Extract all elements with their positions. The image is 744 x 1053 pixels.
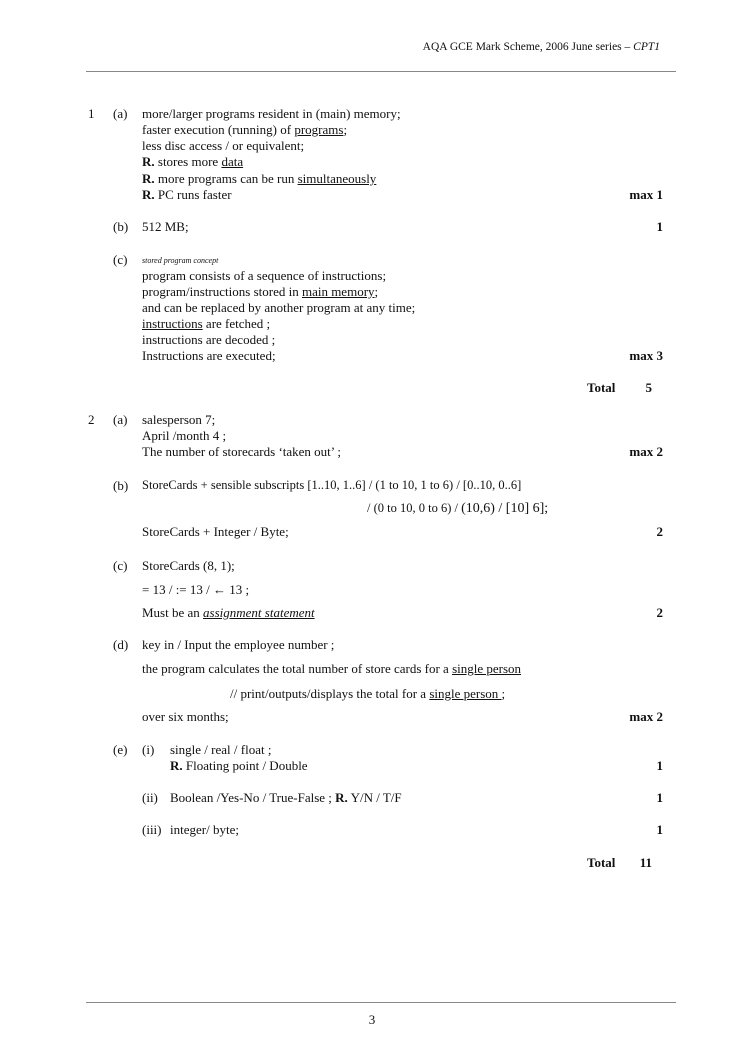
q2e-i-l2-text: Floating point / Double <box>182 758 308 773</box>
q2d-l3-pre: // print/outputs/displays the total for a <box>230 686 430 701</box>
footer-rule <box>86 1002 676 1003</box>
q1c-l2-underlined: main memory <box>301 284 375 299</box>
q2e-iii-text: integer/ byte; <box>170 822 239 837</box>
q2e-i-mark: 1 <box>656 758 663 773</box>
q1a-label: (a) <box>113 106 128 121</box>
q2-total-value: 11 <box>639 855 652 870</box>
q2d-l3-post: ; <box>501 686 506 701</box>
q2e-ii-mark: 1 <box>656 790 663 805</box>
question-2-number: 2 <box>88 412 95 427</box>
q2d-label: (d) <box>113 637 129 652</box>
q1a-line-6 <box>142 187 232 203</box>
q2c-line-3 <box>142 605 315 621</box>
q2c-label: (c) <box>113 558 128 573</box>
q2e-i-reject: R. <box>170 758 183 773</box>
q2e-ii-text <box>170 790 402 806</box>
q2c-mark: 2 <box>656 605 663 620</box>
q1c-mark: max 3 <box>629 348 663 363</box>
q1c-l4-underlined: instructions <box>142 316 203 331</box>
q2a-line-2: April /month 4 ; <box>142 428 227 443</box>
q1c-line-5: instructions are decoded ; <box>142 332 276 347</box>
q2d-l2-pre: the program calculates the total number of store cards for a <box>142 661 453 676</box>
q2b-l2-big: (10,6) / [10] 6]; <box>461 501 549 516</box>
q1b-label: (b) <box>113 219 129 234</box>
q1a-l4-pre: stores more <box>154 154 222 169</box>
q1a-line-2 <box>142 122 347 138</box>
q1c-line-4 <box>142 316 270 332</box>
q1a-l6-text: PC runs faster <box>154 187 232 202</box>
q2b-l2-pre: / (0 to 10, 0 to 6) / <box>367 501 462 515</box>
question-1-number: 1 <box>88 106 95 121</box>
q2e-i-line-1: single / real / float ; <box>170 742 272 757</box>
q1a-l5-pre: more programs can be run <box>154 171 298 186</box>
q1c-l2-post: ; <box>374 284 379 299</box>
q2e-ii-post: Y/N / T/F <box>347 790 402 805</box>
q2d-line-3 <box>230 686 505 702</box>
q2c-line-2: = 13 / := 13 / ← 13 ; <box>142 582 250 597</box>
q2a-mark: max 2 <box>629 444 663 459</box>
page-number: 3 <box>368 1012 376 1027</box>
q1a-line-4 <box>142 154 243 170</box>
q1a-l4-reject: R. <box>142 154 155 169</box>
q1b-mark: 1 <box>656 219 663 234</box>
q1c-line-6: Instructions are executed; <box>142 348 276 363</box>
q2b-mark: 2 <box>656 524 663 539</box>
q2a-line-1: salesperson 7; <box>142 412 216 427</box>
q1c-line-3: and can be replaced by another program at any time; <box>142 300 416 315</box>
q2d-line-1: key in / Input the employee number ; <box>142 637 335 652</box>
q1c-line-1: program consists of a sequence of instructions; <box>142 268 387 283</box>
header-text: AQA GCE Mark Scheme, 2006 June series <box>422 41 622 53</box>
q2e-i-label: (i) <box>142 742 155 757</box>
q2e-iii-mark: 1 <box>656 822 663 837</box>
q1c-l4-post: are fetched ; <box>202 316 271 331</box>
q2a-line-3: The number of storecards ‘taken out’ ; <box>142 444 342 459</box>
q2e-ii-pre: Boolean /Yes-No / True-False ; <box>170 790 336 805</box>
header-rule <box>86 71 676 72</box>
q2e-ii-reject: R. <box>335 790 348 805</box>
header-separator: – <box>621 41 634 53</box>
q2b-line-1: StoreCards + sensible subscripts [1..10, 1..6] / (1 to 10, 1 to 6) / [0..10, 0..6] <box>142 478 522 492</box>
running-header <box>423 41 660 53</box>
q2d-mark: max 2 <box>629 709 663 724</box>
q2a-label: (a) <box>113 412 128 427</box>
q2b-line-3: StoreCards + Integer / Byte; <box>142 524 289 539</box>
q2d-line-2 <box>142 661 521 677</box>
q2c-line-1: StoreCards (8, 1); <box>142 558 235 573</box>
q2-total-label: Total <box>587 855 616 870</box>
q1a-l2-post: ; <box>343 122 348 137</box>
q1a-mark: max 1 <box>629 187 663 202</box>
q2d-line-4: over six months; <box>142 709 229 724</box>
q1-total-label: Total <box>587 380 616 395</box>
q2c-l3-emphasis: assignment statement <box>203 605 315 620</box>
q1c-note: stored program concept <box>142 256 219 265</box>
q2e-ii-label: (ii) <box>142 790 158 805</box>
q1a-l4-underlined: data <box>221 154 244 169</box>
q1a-line-5 <box>142 171 376 187</box>
q1b-text: 512 MB; <box>142 219 189 234</box>
q2b-label: (b) <box>113 478 129 493</box>
q2e-label: (e) <box>113 742 128 757</box>
q1a-l5-reject: R. <box>142 171 155 186</box>
q2c-l3-pre: Must be an <box>142 605 204 620</box>
q1-total-value: 5 <box>645 380 652 395</box>
q1a-line-3: less disc access / or equivalent; <box>142 138 305 153</box>
q2e-iii-label: (iii) <box>142 822 162 837</box>
q1a-line-1: more/larger programs resident in (main) memory; <box>142 106 401 121</box>
q1a-l5-underlined: simultaneously <box>297 171 377 186</box>
q1c-label: (c) <box>113 252 128 267</box>
q1a-l2-pre: faster execution (running) of <box>142 122 295 137</box>
q2d-l2-underlined: single person <box>452 661 522 676</box>
q2e-i-line-2 <box>170 758 308 774</box>
q2d-l3-underlined: single person <box>429 686 502 701</box>
q1a-l6-reject: R. <box>142 187 155 202</box>
q2b-line-2 <box>367 501 548 517</box>
header-code: CPT1 <box>633 41 660 53</box>
q1a-l2-underlined: programs <box>294 122 344 137</box>
q1c-line-2 <box>142 284 378 300</box>
q1c-l2-pre: program/instructions stored in <box>142 284 302 299</box>
